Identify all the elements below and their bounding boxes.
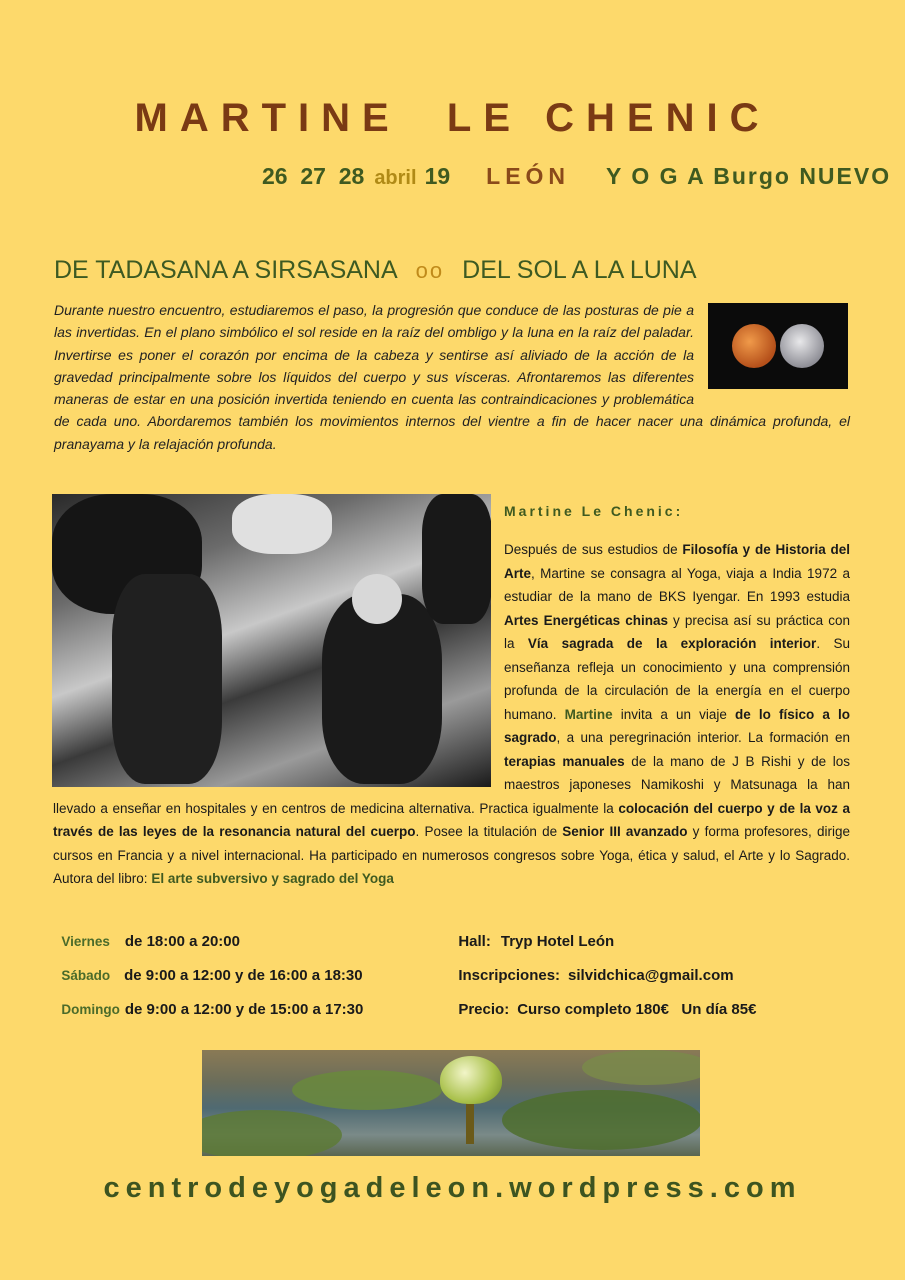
schedule-row-sunday xyxy=(53,984,363,1018)
info-precio xyxy=(450,984,756,1018)
inscripciones-email[interactable]: silvidchica@gmail.com xyxy=(568,967,734,984)
schedule-day: Domingo xyxy=(61,1002,120,1017)
bio-highlight: Vía sagrada de la exploración interior xyxy=(527,636,817,651)
info-hall xyxy=(450,916,614,950)
schedule-hours: de 9:00 a 12:00 y de 16:00 a 18:30 xyxy=(124,967,363,984)
event-year: 19 xyxy=(424,163,451,189)
sun-moon-image xyxy=(708,303,848,389)
workshop-heading xyxy=(54,256,697,285)
bio-text: . Su enseñanza refleja un conocimiento y una comprensión profunda de la circulación de la energía en el cuerpo humano. xyxy=(504,636,850,722)
bio-text: , a una peregrinación interior. La formación en xyxy=(556,730,850,745)
schedule-hours: de 18:00 a 20:00 xyxy=(124,933,240,950)
bio-highlight: terapias manuales xyxy=(504,753,625,769)
bio-highlight: Filosofía y de Historia del Arte xyxy=(504,542,850,581)
bio-text: de la mano de J B Rishi y de los maestros japoneses Namikoshi y Matsunaga la han llevado a enseñar en hospitales y en centros de medicina alternativa. Practica igualmente la xyxy=(53,753,850,816)
schedule-day: Viernes xyxy=(61,934,110,949)
bio-highlight: Artes Energéticas chinas xyxy=(504,612,668,628)
schedule-row-friday xyxy=(53,916,240,950)
precio-value: Curso completo 180€ Un día 85€ xyxy=(517,1001,757,1018)
schedule-hours: de 9:00 a 12:00 y de 15:00 a 17:30 xyxy=(124,1001,364,1018)
lotus-photo xyxy=(202,1050,700,1156)
bio-heading: Martine Le Chenic: xyxy=(504,503,684,519)
website-link[interactable]: centrodeyogadeleon.wordpress.com xyxy=(103,1172,802,1204)
event-title: MARTINE LE CHENIC xyxy=(134,96,771,140)
lotus-bud-icon xyxy=(440,1056,502,1104)
event-organizer: Y O G A Burgo NUEVO xyxy=(606,163,892,189)
info-inscripciones xyxy=(450,950,734,984)
bio-text: Después de sus estudios de xyxy=(504,542,683,557)
bio-name: Martine xyxy=(564,706,613,722)
event-month: abril xyxy=(374,167,417,189)
event-subtitle xyxy=(262,163,891,190)
bio-paragraph xyxy=(53,538,850,891)
bio-text: y forma profesores, dirige cursos en Francia y a nivel internacional. Ha participado en numerosos congresos sobre Yoga, ética y salud, el Arte y lo Sagrado. Autora del libro: xyxy=(53,824,850,886)
event-city: LEÓN xyxy=(486,163,571,189)
schedule-day: Sábado xyxy=(61,968,111,983)
intro-paragraph xyxy=(54,299,850,455)
bio-text: y precisa así su práctica con la xyxy=(504,612,851,651)
book-title: El arte subversivo y sagrado del Yoga xyxy=(151,871,394,886)
heading-separator: oo xyxy=(415,257,445,283)
precio-label: Precio: xyxy=(458,1001,510,1018)
heading-right: DEL SOL A LA LUNA xyxy=(462,256,697,284)
heading-left: DE TADASANA A SIRSASANA xyxy=(54,256,398,284)
intro-text: Durante nuestro encuentro, estudiaremos el paso, la progresión que conduce de las posturas de pie a las invertidas. En el plano simbólico el sol reside en la raíz del ombligo y la luna en la raíz del paladar. Invertirse es poner el corazón por encima de la cabeza y sentirse así aliviado de la acción de la gravedad principalmente sobre los líquidos del cuerpo y sus vísceras. Afrontaremos las diferentes maneras de estar en una posición invertida teniendo en cuenta las contraindicaciones y problemática de cada uno. Abordaremos también los movimientos internos del vientre a fin de hacer nacer una dinámica profunda, el pranayama y la relajación profunda. xyxy=(54,302,850,452)
moon-icon xyxy=(780,324,824,368)
bio-highlight: Senior III avanzado xyxy=(562,824,688,839)
hall-value: Tryp Hotel León xyxy=(500,933,615,950)
inscripciones-label: Inscripciones: xyxy=(458,967,561,984)
schedule-row-saturday xyxy=(53,950,363,984)
bio-text: , Martine se consagra al Yoga, viaja a India 1972 a estudiar de la mano de BKS Iyengar. En 1993 estudia xyxy=(504,565,850,604)
bio-highlight: de lo físico a lo sagrado xyxy=(504,706,850,745)
hall-label: Hall: xyxy=(458,933,491,950)
sun-icon xyxy=(732,324,776,368)
bio-highlight: colocación del cuerpo y de la voz a través de las leyes de la resonancia natural del cuerpo xyxy=(53,800,850,839)
bio-text: . Posee la titulación de xyxy=(415,824,563,839)
bio-text: invita a un viaje xyxy=(612,706,736,722)
event-dates: 26 27 28 xyxy=(262,163,365,189)
